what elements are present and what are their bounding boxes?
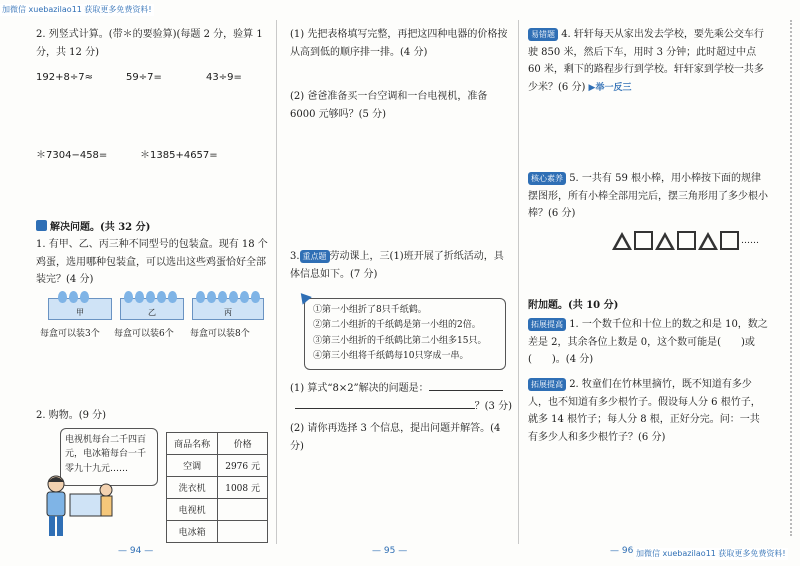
row-price[interactable] <box>218 521 268 543</box>
e1-tag: 拓展提高 <box>528 318 566 331</box>
extra-q1 <box>528 316 768 369</box>
info-box <box>304 298 506 370</box>
q4-text: 4. 轩轩每天从家出发去学校，要先乘公交车行驶 850 米，然后下车，用时 3 分钟；此时超过中点 60 米，剩下的路程步行到学校。轩轩家到学校一共多少米？(6 分) <box>528 29 764 93</box>
q-shop-title: 2. 购物。(9 分) <box>36 410 107 421</box>
watermark-top: 加微信 xuebazilao11 获取更多免费资料! <box>2 5 152 14</box>
info-3: ③第三小组折的千纸鹤比第二小组多15只。 <box>313 335 487 346</box>
caption-a: 每盒可以装3个 <box>40 329 100 339</box>
calc-5: ＊1385+4657= <box>140 150 218 161</box>
box-label-a: 甲 <box>76 308 84 317</box>
header-name: 商品名称 <box>167 433 218 455</box>
q4-tag: 易错题 <box>528 28 558 41</box>
header-price: 价格 <box>218 433 268 455</box>
mid-part-2: (2) 爸爸准备买一台空调和一台电视机，准备 6000 元够吗？(5 分) <box>290 91 488 120</box>
row-name: 空调 <box>167 455 218 477</box>
caption-b: 每盒可以装6个 <box>114 329 174 339</box>
egg-icon <box>229 291 238 303</box>
e1-text: 1. 一个数千位和十位上的数之和是 10，数之差是 2，其余各位上数是 0，这个数可能是( )或( )。(4 分) <box>528 319 768 365</box>
calc-3: 43÷9= <box>206 72 242 83</box>
q3-tag: 重点题 <box>300 250 330 263</box>
q3-sub1-text: (1) 算式“8×2”解决的问题是： <box>290 383 429 394</box>
q4 <box>528 26 768 96</box>
egg-icon <box>135 291 144 303</box>
egg-icon <box>146 291 155 303</box>
shopper-illustration <box>40 474 120 540</box>
speech-bubble: 电视机每台二千四百元，电冰箱每台一千零九十九元…… <box>60 428 158 486</box>
q5-text: 5. 一共有 59 根小棒，用小棒按下面的规律摆图形，所有小棒全部用完后，摆三角形用了多少根小棒？(6 分) <box>528 173 768 219</box>
square-icon <box>634 231 653 250</box>
e2-tag: 拓展提高 <box>528 378 566 391</box>
q4-badge: ▶举一反三 <box>588 82 632 93</box>
row-price[interactable] <box>218 499 268 521</box>
egg-icon <box>58 291 67 303</box>
column-divider-2 <box>518 20 519 544</box>
q3-sub1 <box>290 380 512 398</box>
e2-text: 2. 牧童们在竹林里摘竹，既不知道有多少人，也不知道有多少根竹子。假设每人分 6 根竹子，就多 14 根竹子；每人分 8 根，正好分完。问：一共有多少人和多少根竹子？(6 分) <box>528 379 761 443</box>
square-icon <box>677 231 696 250</box>
answer-blank[interactable] <box>429 390 503 391</box>
row-name: 洗衣机 <box>167 477 218 499</box>
egg-box-b <box>120 298 184 320</box>
q3-sub2: (2) 请你再选择 3 个信息，提出问题并解答。(4 分) <box>290 423 501 452</box>
egg-box-c <box>192 298 264 320</box>
answer-blank[interactable] <box>295 408 475 409</box>
box-label-c: 丙 <box>224 308 232 317</box>
calc-4: ＊7304−458= <box>36 150 108 161</box>
page-number-right: — 96 <box>610 546 634 556</box>
page-number-middle: — 95 — <box>372 546 408 556</box>
q1-text: 1. 有甲、乙、丙三种不同型号的包装盒。现有 18 个鸡蛋，选用哪种包装盒，可以选出这些鸡蛋恰好全部装完？(4 分) <box>36 239 268 285</box>
egg-icon <box>69 291 78 303</box>
square-icon <box>720 231 739 250</box>
egg-icon <box>124 291 133 303</box>
row-price: 1008 元 <box>218 477 268 499</box>
egg-icon <box>157 291 166 303</box>
egg-icon <box>218 291 227 303</box>
egg-icon <box>251 291 260 303</box>
box-label-b: 乙 <box>148 308 156 317</box>
egg-icon <box>196 291 205 303</box>
info-2: ②第二小组折的千纸鹤是第一小组的2倍。 <box>313 320 481 331</box>
egg-icon <box>240 291 249 303</box>
q3-text: 劳动课上，三(1)班开展了折纸活动，具体信息如下。(7 分) <box>290 251 504 280</box>
triangle-icon <box>655 232 675 250</box>
triangle-icon <box>698 232 718 250</box>
info-4: ④第三小组将千纸鹤每10只穿成一串。 <box>313 350 469 361</box>
extra-q2 <box>528 376 768 446</box>
calc-1: 192+8÷7≈ <box>36 72 93 83</box>
q5 <box>528 170 768 223</box>
section-title: 解决问题。(共 32 分) <box>50 222 151 233</box>
watermark-bottom: 加微信 xuebazilao11 获取更多免费资料! <box>636 549 786 558</box>
triangle-icon <box>612 232 632 250</box>
egg-box-a <box>48 298 112 320</box>
page-number-left: — 94 — <box>118 546 154 556</box>
mid-part-1: (1) 先把表格填写完整，再把这四种电器的价格按从高到低的顺序排一排。(4 分) <box>290 29 508 58</box>
price-table <box>166 432 268 543</box>
caption-c: 每盒可以装8个 <box>190 329 250 339</box>
q3-sub1-end-text: ？(3 分) <box>474 401 512 412</box>
binding-edge <box>790 20 792 536</box>
extra-section-title: 附加题。(共 10 分) <box>528 300 619 311</box>
calc-2: 59÷7= <box>126 72 162 83</box>
egg-icon <box>207 291 216 303</box>
q3-sub1-end <box>290 398 512 416</box>
egg-icon <box>80 291 89 303</box>
row-price: 2976 元 <box>218 455 268 477</box>
q3-heading <box>290 248 512 283</box>
row-name: 电视机 <box>167 499 218 521</box>
q3-number: 3. <box>290 251 300 262</box>
egg-icon <box>168 291 177 303</box>
info-1: ①第一小组折了8只千纸鹤。 <box>313 305 427 315</box>
column-divider-1 <box>276 20 277 544</box>
row-name: 电冰箱 <box>167 521 218 543</box>
shape-pattern <box>612 231 759 250</box>
q2-title: 2. 列竖式计算。(带＊的要验算)(每题 2 分，验算 1 分，共 12 分) <box>36 29 263 58</box>
section-icon <box>36 220 47 231</box>
pattern-ellipsis: …… <box>741 236 759 246</box>
section-heading <box>36 218 150 233</box>
q5-tag: 核心素养 <box>528 172 566 185</box>
